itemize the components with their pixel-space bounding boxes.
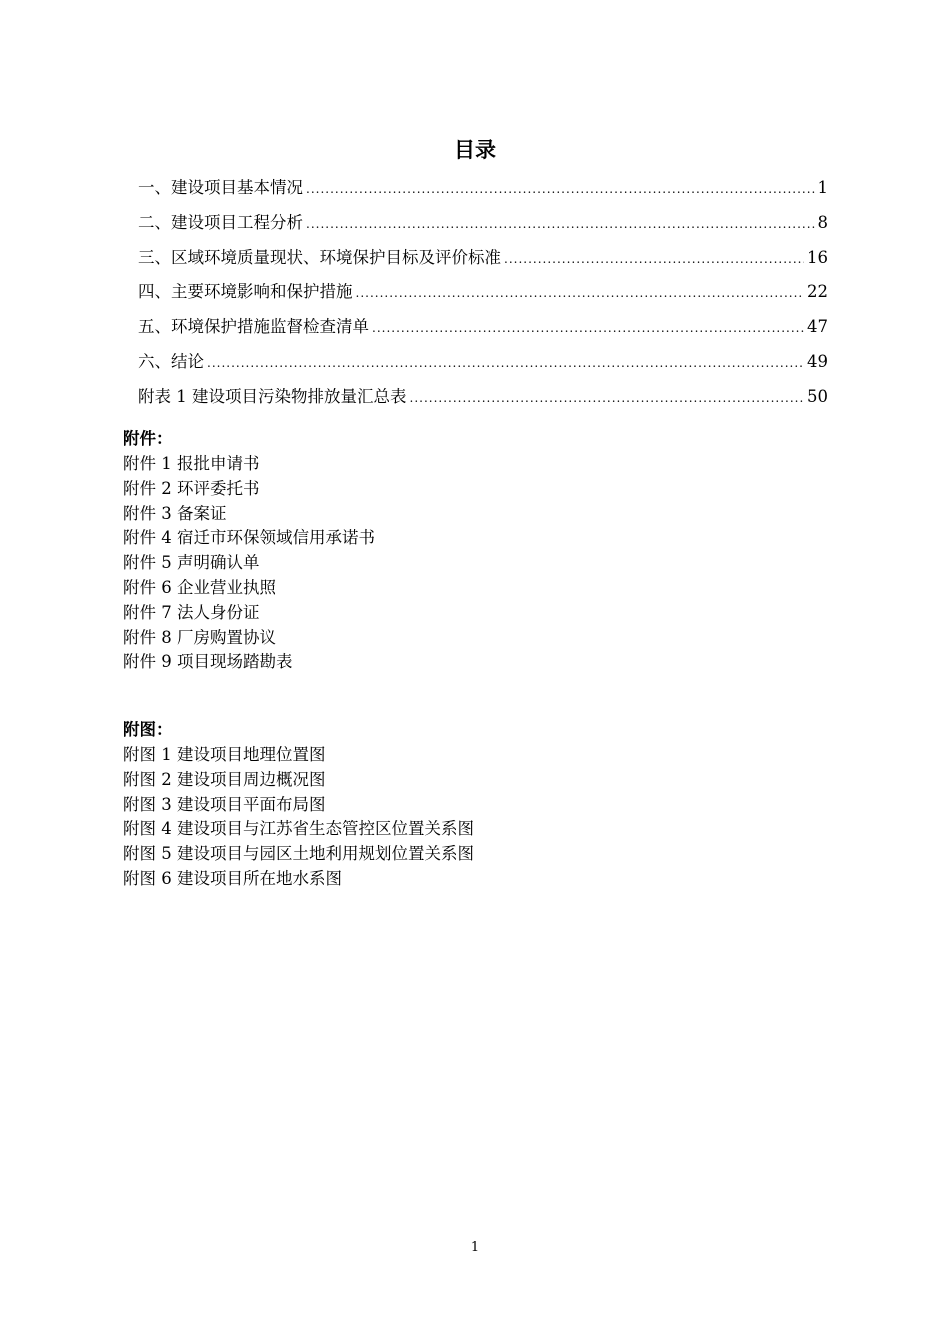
toc-entry[interactable] bbox=[138, 206, 828, 241]
toc-entry[interactable] bbox=[138, 171, 828, 206]
attachment-item: 附件 2 环评委托书 bbox=[123, 478, 260, 498]
toc-entry-page: 49 bbox=[807, 351, 828, 371]
toc-leader-dots bbox=[410, 381, 805, 416]
figures-list bbox=[123, 743, 474, 892]
attachment-item: 附件 4 宿迁市环保领域信用承诺书 bbox=[123, 528, 375, 548]
figure-item: 附图 5 建设项目与园区土地利用规划位置关系图 bbox=[123, 844, 474, 864]
toc-entry-label: 六、结论 bbox=[138, 351, 204, 371]
attachment-item: 附件 5 声明确认单 bbox=[123, 553, 260, 573]
toc-entry-label: 二、建设项目工程分析 bbox=[138, 212, 303, 232]
toc-entry-label: 五、环境保护措施监督检查清单 bbox=[138, 317, 369, 337]
toc-leader-dots bbox=[504, 242, 804, 277]
toc-entry-page: 16 bbox=[807, 247, 828, 267]
toc-leader-dots bbox=[356, 276, 805, 311]
toc-leader-dots bbox=[372, 311, 804, 346]
toc-entry-page: 50 bbox=[807, 386, 828, 406]
attachment-item: 附件 7 法人身份证 bbox=[123, 602, 260, 622]
toc-leader-dots bbox=[306, 172, 815, 207]
attachments-heading: 附件： bbox=[123, 429, 173, 448]
attachment-item: 附件 9 项目现场踏勘表 bbox=[123, 652, 293, 672]
toc-list bbox=[138, 171, 828, 415]
attachment-item: 附件 3 备案证 bbox=[123, 503, 227, 523]
toc-entry-label: 四、主要环境影响和保护措施 bbox=[138, 282, 353, 302]
toc-title: 目录 bbox=[454, 137, 496, 162]
figures-heading: 附图： bbox=[123, 720, 173, 739]
toc-entry-label: 附表 1 建设项目污染物排放量汇总表 bbox=[138, 386, 407, 406]
toc-leader-dots bbox=[207, 346, 804, 381]
figure-item: 附图 1 建设项目地理位置图 bbox=[123, 745, 326, 764]
figure-item: 附图 6 建设项目所在地水系图 bbox=[123, 868, 342, 888]
toc-entry-page: 8 bbox=[817, 212, 828, 232]
figure-item: 附图 2 建设项目周边概况图 bbox=[123, 769, 326, 789]
attachments-list bbox=[123, 452, 375, 675]
toc-entry-label: 三、区域环境质量现状、环境保护目标及评价标准 bbox=[138, 247, 501, 267]
toc-entry[interactable] bbox=[138, 345, 828, 380]
toc-entry-page: 47 bbox=[807, 317, 828, 337]
toc-entry[interactable] bbox=[138, 380, 828, 415]
figure-item: 附图 3 建设项目平面布局图 bbox=[123, 794, 326, 814]
toc-entry-page: 1 bbox=[817, 178, 828, 197]
page-number: 1 bbox=[470, 1240, 480, 1255]
toc-entry[interactable] bbox=[138, 241, 828, 276]
attachment-item: 附件 1 报批申请书 bbox=[123, 454, 260, 473]
toc-entry-label: 一、建设项目基本情况 bbox=[138, 178, 303, 197]
attachment-item: 附件 6 企业营业执照 bbox=[123, 577, 276, 597]
toc-entry[interactable] bbox=[138, 310, 828, 345]
figure-item: 附图 4 建设项目与江苏省生态管控区位置关系图 bbox=[123, 819, 474, 839]
toc-entry-page: 22 bbox=[807, 282, 828, 302]
attachment-item: 附件 8 厂房购置协议 bbox=[123, 627, 276, 647]
toc-leader-dots bbox=[306, 207, 815, 242]
toc-entry[interactable] bbox=[138, 275, 828, 310]
